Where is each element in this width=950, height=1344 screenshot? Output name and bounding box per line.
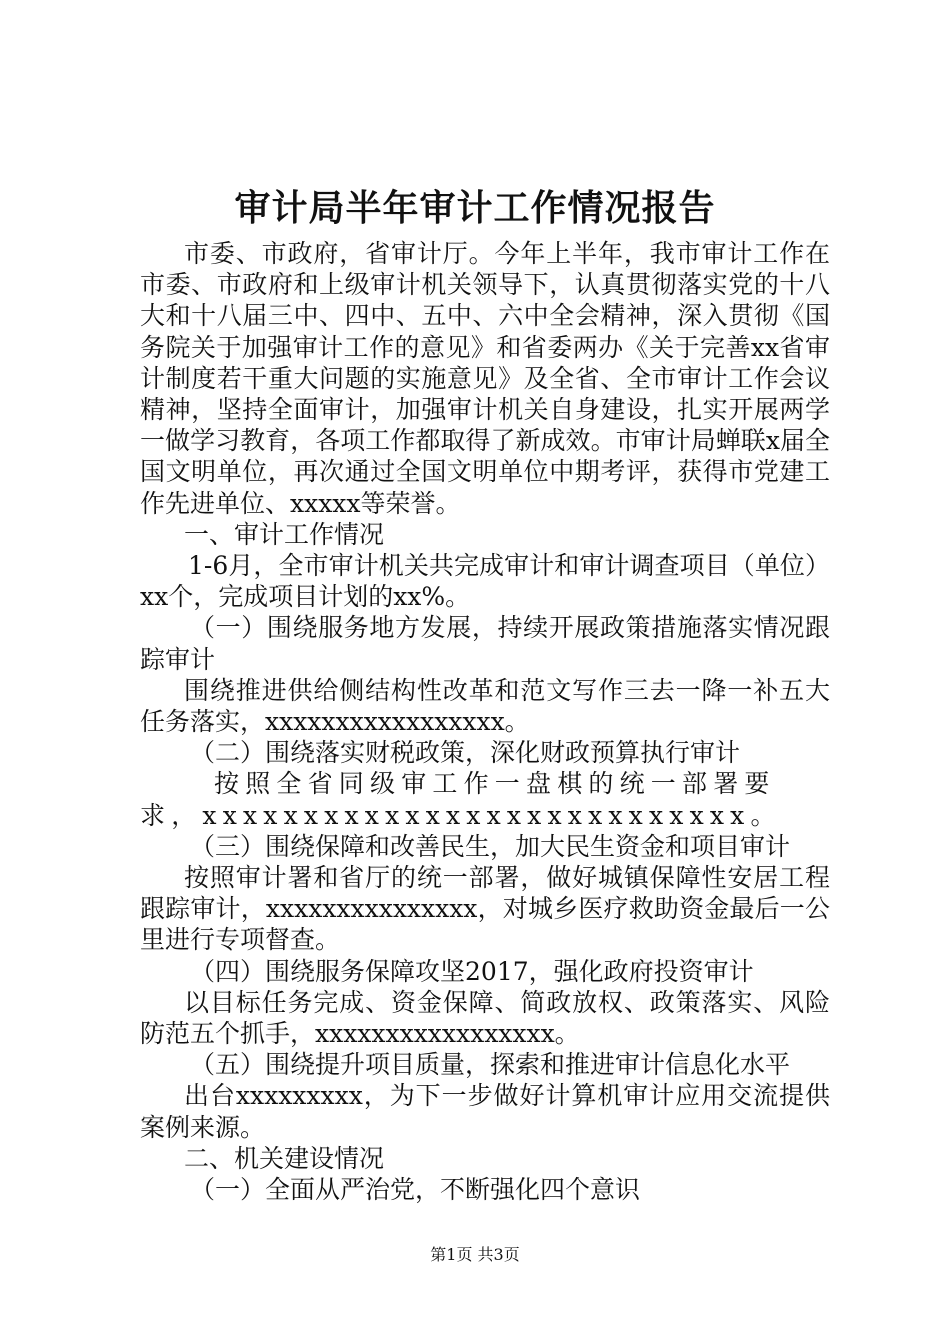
subsection-heading: （一）全面从严治党，不断强化四个意识 xyxy=(190,1175,641,1205)
body-paragraph: 1-6月，全市审计机关共完成审计和审计调查项目（单位）xx个，完成项目计划的xx%。 xyxy=(140,551,830,612)
section-heading-1: 一、审计工作情况 xyxy=(184,519,385,549)
body-paragraph: 按照全省同级审工作一盘棋的统一部署要求，xxxxxxxxxxxxxxxxxxxxxxxxxxx。 xyxy=(140,769,782,830)
body-paragraph: 以目标任务完成、资金保障、简政放权、政策落实、风险防范五个抓手，xxxxxxxxxxxxxxxxx。 xyxy=(140,987,830,1049)
body-paragraph: 围绕推进供给侧结构性改革和范文写作三去一降一补五大任务落实，xxxxxxxxxxxxxxxxx。 xyxy=(140,675,830,737)
document-body xyxy=(140,238,830,1205)
subsection-heading: （五）围绕提升项目质量，探索和推进审计信息化水平 xyxy=(190,1050,791,1080)
subsection-heading: （三）围绕保障和改善民生，加大民生资金和项目审计 xyxy=(190,831,791,861)
page-footer: 第1页 共3页 xyxy=(430,1245,520,1264)
document-title: 审计局半年审计工作情况报告 xyxy=(234,187,716,229)
body-paragraph: 出台xxxxxxxxx，为下一步做好计算机审计应用交流提供案例来源。 xyxy=(140,1081,830,1142)
subsection-heading: （一）围绕服务地方发展，持续开展政策措施落实情况跟踪审计 xyxy=(140,613,830,674)
body-paragraph: 按照审计署和省厅的统一部署，做好城镇保障性安居工程跟踪审计，xxxxxxxxxxxxxxx，对城乡医疗救助资金最后一公里进行专项督查。 xyxy=(140,863,830,955)
subsection-heading: （四）围绕服务保障攻坚2017，强化政府投资审计 xyxy=(190,956,754,986)
intro-paragraph: 市委、市政府，省审计厅。今年上半年，我市审计工作在市委、市政府和上级审计机关领导下，认真贯彻落实党的十八大和十八届三中、四中、五中、六中全会精神，深入贯彻《国务院关于加强审计工作的意见》和省委两办《关于完善xx省审计制度若干重大问题的实施意见》及全省、全市审计工作会议精神，坚持全面审计，加强审计机关自身建设，扎实开展两学一做学习教育，各项工作都取得了新成效。市审计局蝉联x届全国文明单位，再次通过全国文明单位中期考评，获得市党建工作先进单位、xxxxx等荣誉。 xyxy=(140,239,830,518)
subsection-heading: （二）围绕落实财税政策，深化财政预算执行审计 xyxy=(190,738,741,768)
section-heading-2: 二、机关建设情况 xyxy=(184,1143,385,1173)
